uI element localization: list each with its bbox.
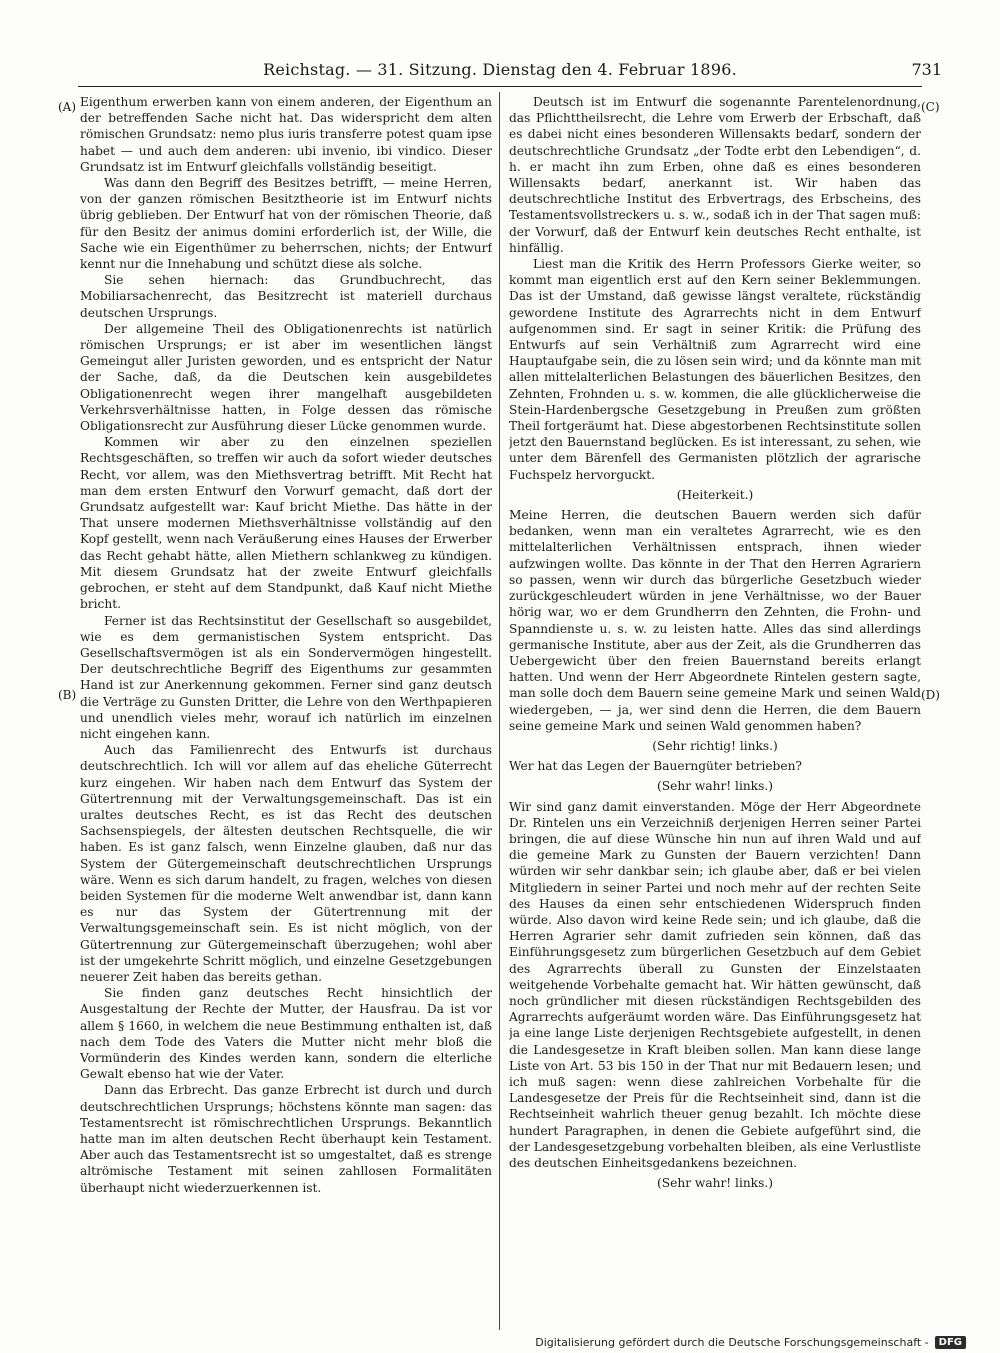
- paragraph: Kommen wir aber zu den einzelnen speziellen Rechtsgeschäften, so treffen wir auch da sofort wieder deutsches Recht, vor allem, was den Miethsvertrag betrifft. Mit Recht hat man dem ersten Entwurf den Vorwurf gemacht, daß dort der Grundsatz aufgestellt war: Kauf bricht Miethe. Das hätte in der That unsere modernen Miethsverhältnisse vollständig auf den Kopf gestellt, wenn nach Veräußerung eines Hauses der Erwerber das Recht gehabt hätte, allen Miethern schlankweg zu kündigen. Mit diesem Grundsatz hat der zweite Entwurf gleichfalls gebrochen, er steht auf dem Standpunkt, daß Kauf nicht Miethe bricht.: [80, 435, 492, 612]
- paragraph: Meine Herren, die deutschen Bauern werden sich dafür bedanken, wenn man ein veraltetes Agrarrecht, wie es den mittelalterlichen Verhältnissen entsprach, ihnen wieder aufzwingen wollte. Das könnte in der That den Herren Agrariern so passen, wenn wir durch das bürgerliche Gesetzbuch wieder zurückgeschleudert würden in jene Verhältnisse, wo der Bauer hörig war, wo er dem Grundherrn den Zehnten, die Frohn- und Spanndienste u. s. w. zu leisten hatte. Alles das sind allerdings germanische Institute, aber aus der Zeit, als die Grundherren das Uebergewicht über den freien Bauernstand bereits erlangt hatten. Und wenn der Herr Abgeordnete Rintelen gestern sagte, man solle doch dem Bauern seine gemeine Mark und seinen Wald wiedergeben, — ja, wer sind denn die Herren, die dem Bauern seine gemeine Mark und seinen Wald genommen haben?: [509, 508, 921, 733]
- running-title: Reichstag. — 31. Sitzung. Dienstag den 4. Februar 1896.: [263, 60, 737, 79]
- footer: [535, 1336, 966, 1349]
- interjection: (Heiterkeit.): [676, 487, 754, 502]
- left-column: [80, 94, 492, 1326]
- paragraph: Wer hat das Legen der Bauerngüter betrieben?: [509, 759, 802, 774]
- footer-text: Digitalisierung gefördert durch die Deutsche Forschungsgemeinschaft -: [535, 1336, 929, 1349]
- margin-letter-b: (B): [58, 688, 77, 702]
- margin-letter-a: (A): [58, 100, 77, 114]
- paragraph: Wir sind ganz damit einverstanden. Möge der Herr Abgeordnete Dr. Rintelen uns ein Verzeichniß derjenigen Herren seiner Partei bringen, die auf diese Wünsche hin nun auf ihren Wald und auf die gemeine Mark zu Gunsten der Bauern verzichten! Dann würden wir sehr dankbar sein; ich glaube aber, daß er bei vielen Mitgliedern in seiner Partei und noch mehr auf der rechten Seite des Hauses da einen sehr entschiedenen Widerspruch finden würde. Also davon wird keine Rede sein; und ich glaube, daß die Herren Agrarier sehr damit zufrieden sein können, daß das Einführungsgesetz zum bürgerlichen Gesetzbuch auf dem Gebiet des Agrarrechts überall zu Gunsten der Einzelstaaten weitgehende Vorbehalte gemacht hat. Wir hätten gewünscht, daß noch gründlicher mit diesen rückständigen Rechtsgebilden des Agrarrechts aufgeräumt worden wäre. Das Einführungsgesetz hat ja eine lange Liste derjenigen Rechtsgebiete aufgestellt, in denen die Landesgesetze in Kraft bleiben sollen. Man kann diese lange Liste von Art. 53 bis 150 in der That nur mit Bedauern lesen; und ich muß sagen: wenn diese zahlreichen Vorbehalte für die Landesgesetze der Preis für die Rechtseinheit sind, dann ist die Rechtseinheit wahrlich theuer genug bezahlt. Ich möchte diese hundert Paragraphen, in denen die Gebiete aufgeführt sind, die der Landesgesetzgebung vorbehalten bleiben, als eine Verlustliste des deutschen Einheitsgedankens bezeichnen.: [509, 799, 921, 1170]
- paragraph: Deutsch ist im Entwurf die sogenannte Parentelenordnung, das Pflichttheilsrecht, die Lehre vom Erwerb der Erbschaft, daß es dabei nicht eines besonderen Willensakts bedarf, sondern der deutschrechtliche Grundsatz „der Todte erbt den Lebendigen“, d. h. er macht ihn zum Erben, ohne daß es eines besonderen Willensakts bedarf, anerkannt ist. Wir haben das deutschrechtliche Institut des Erbvertrags, des Erbscheins, des Testamentsvollstreckers u. s. w., sodaß ich in der That sagen muß: der Vorwurf, daß der Entwurf kein deutsches Recht enthalte, ist hinfällig.: [509, 95, 921, 255]
- margin-letter-d: (D): [921, 688, 940, 702]
- page-number: 731: [911, 60, 942, 79]
- paragraph: Sie finden ganz deutsches Recht hinsichtlich der Ausgestaltung der Rechte der Mutter, der Hausfrau. Da ist vor allem § 1660, in welchem die neue Bestimmung enthalten ist, daß nach dem Tode des Vaters die Mutter nicht mehr bloß die Vormünderin des Kindes werden kann, sondern die elterliche Gewalt ebenso hat wie der Vater.: [80, 986, 492, 1082]
- paragraph: Ferner ist das Rechtsinstitut der Gesellschaft so ausgebildet, wie es dem germanistischen System entspricht. Das Gesellschaftsvermögen ist als ein Sondervermögen hingestellt. Der deutschrechtliche Begriff des Eigenthums zur gesammten Hand ist zur Anerkennung gekommen. Ferner sind ganz deutsch die Verträge zu Gunsten Dritter, die Lehre von den Werthpapieren und unendlich vieles mehr, worauf ich natürlich im einzelnen nicht eingehen kann.: [80, 613, 492, 741]
- paragraph: Eigenthum erwerben kann von einem anderen, der Eigenthum an der betreffenden Sache nicht hat. Das widerspricht dem alten römischen Grundsatz: nemo plus iuris transferre potest quam ipse habet — und auch dem anderen: ubi invenio, ibi vindico. Dieser Grundsatz ist im Entwurf gleichfalls vollständig beseitigt.: [80, 95, 492, 174]
- paragraph: Liest man die Kritik des Herrn Professors Gierke weiter, so kommt man eigentlich erst auf den Kern seiner Beklemmungen. Das ist der Umstand, daß gewisse längst veraltete, rückständig gewordene Institute des Agrarrechts nicht in dem Entwurf aufgenommen sind. Er sagt in seiner Kritik: die Prüfung des Entwurfs auf sein Verhältniß zum Agrarrecht wird eine Hauptaufgabe sein, die zu lösen sein wird; und da könnte man mit allen mittelalterlichen Belastungen des bäuerlichen Besitzes, den Zehnten, Frohnden u. s. w. kommen, die alle glücklicherweise die Stein-Hardenbergsche Gesetzgebung in Preußen zum größten Theil fortgeräumt hat. Diese abgestorbenen Rechtsinstitute sollen jetzt den Bauernstand beglücken. Es ist interessant, zu sehen, wie unter dem Bärenfell des Germanisten plötzlich der agrarische Fuchspelz hervorguckt.: [509, 257, 921, 482]
- paragraph: Dann das Erbrecht. Das ganze Erbrecht ist durch und durch deutschrechtlichen Ursprungs; höchstens könnte man sagen: das Testamentsrecht ist römischrechtlichen Ursprungs. Bekanntlich hatte man im alten deutschen Recht überhaupt kein Testament. Aber auch das Testamentsrecht ist so umgestaltet, daß es strenge altrömische Testament mit seinen zahllosen Formalitäten überhaupt nicht wiederzuerkennen ist.: [80, 1083, 492, 1195]
- interjection: (Sehr richtig! links.): [652, 738, 778, 753]
- paragraph: Auch das Familienrecht des Entwurfs ist durchaus deutschrechtlich. Ich will vor allem auf das eheliche Güterrecht kurz eingehen. Wir haben nach dem Entwurf das System der Gütertrennung mit der Verwaltungsgemeinschaft. Das ist ein uraltes deutsches Recht, es ist das Recht des deutschen Sachsenspiegels, der ältesten deutschen Rechtsquelle, die wir haben. Es ist ganz falsch, wenn Einzelne glauben, daß nur das System der Gütergemeinschaft deutschrechtlichen Ursprungs wäre. Wenn es sich darum handelt, zu fragen, welches von diesen beiden Systemen für die moderne Welt anwendbar ist, dann kann es nur das System der Gütertrennung mit der Verwaltungsgemeinschaft sein. Es ist nicht möglich, von der Gütertrennung zur Gütergemeinschaft überzugehen; wohl aber ist der umgekehrte Schritt möglich, und einzelne Gesetzgebungen neuerer Zeit haben das bereits gethan.: [80, 743, 492, 984]
- page-header: [0, 60, 1000, 86]
- dfg-logo: DFG: [935, 1336, 966, 1349]
- paragraph: Sie sehen hiernach: das Grundbuchrecht, das Mobiliarsachenrecht, das Besitzrecht ist materiell durchaus deutschen Ursprungs.: [80, 273, 492, 320]
- interjection: (Sehr wahr! links.): [657, 779, 773, 794]
- column-divider: [499, 92, 500, 1330]
- right-column: [509, 94, 921, 1326]
- paragraph: Was dann den Begriff des Besitzes betrifft, — meine Herren, von der ganzen römischen Besitztheorie ist im Entwurf nichts übrig geblieben. Der Entwurf hat von der römischen Theorie, daß für den Besitz der animus domini erforderlich ist, der Wille, die Sache wie ein Eigenthümer zu beherrschen, nichts; der Entwurf kennt nur die Innehabung und schützt diese als solche.: [80, 176, 492, 272]
- header-rule: [78, 86, 922, 87]
- paragraph: Der allgemeine Theil des Obligationenrechts ist natürlich römischen Ursprungs; er ist aber im wesentlichen längst Gemeingut aller Juristen geworden, und es entspricht der Natur der Sache, daß, da die Deutschen kein ausgebildetes Obligationenrecht wegen ihrer mangelhaft ausgebildeten Verkehrsverhältnisse hatten, in Folge dessen das römische Obligationsrecht zur Ausführung dieser Lücke genommen wurde.: [80, 321, 492, 434]
- margin-letter-c: (C): [921, 100, 940, 114]
- interjection: (Sehr wahr! links.): [657, 1176, 773, 1191]
